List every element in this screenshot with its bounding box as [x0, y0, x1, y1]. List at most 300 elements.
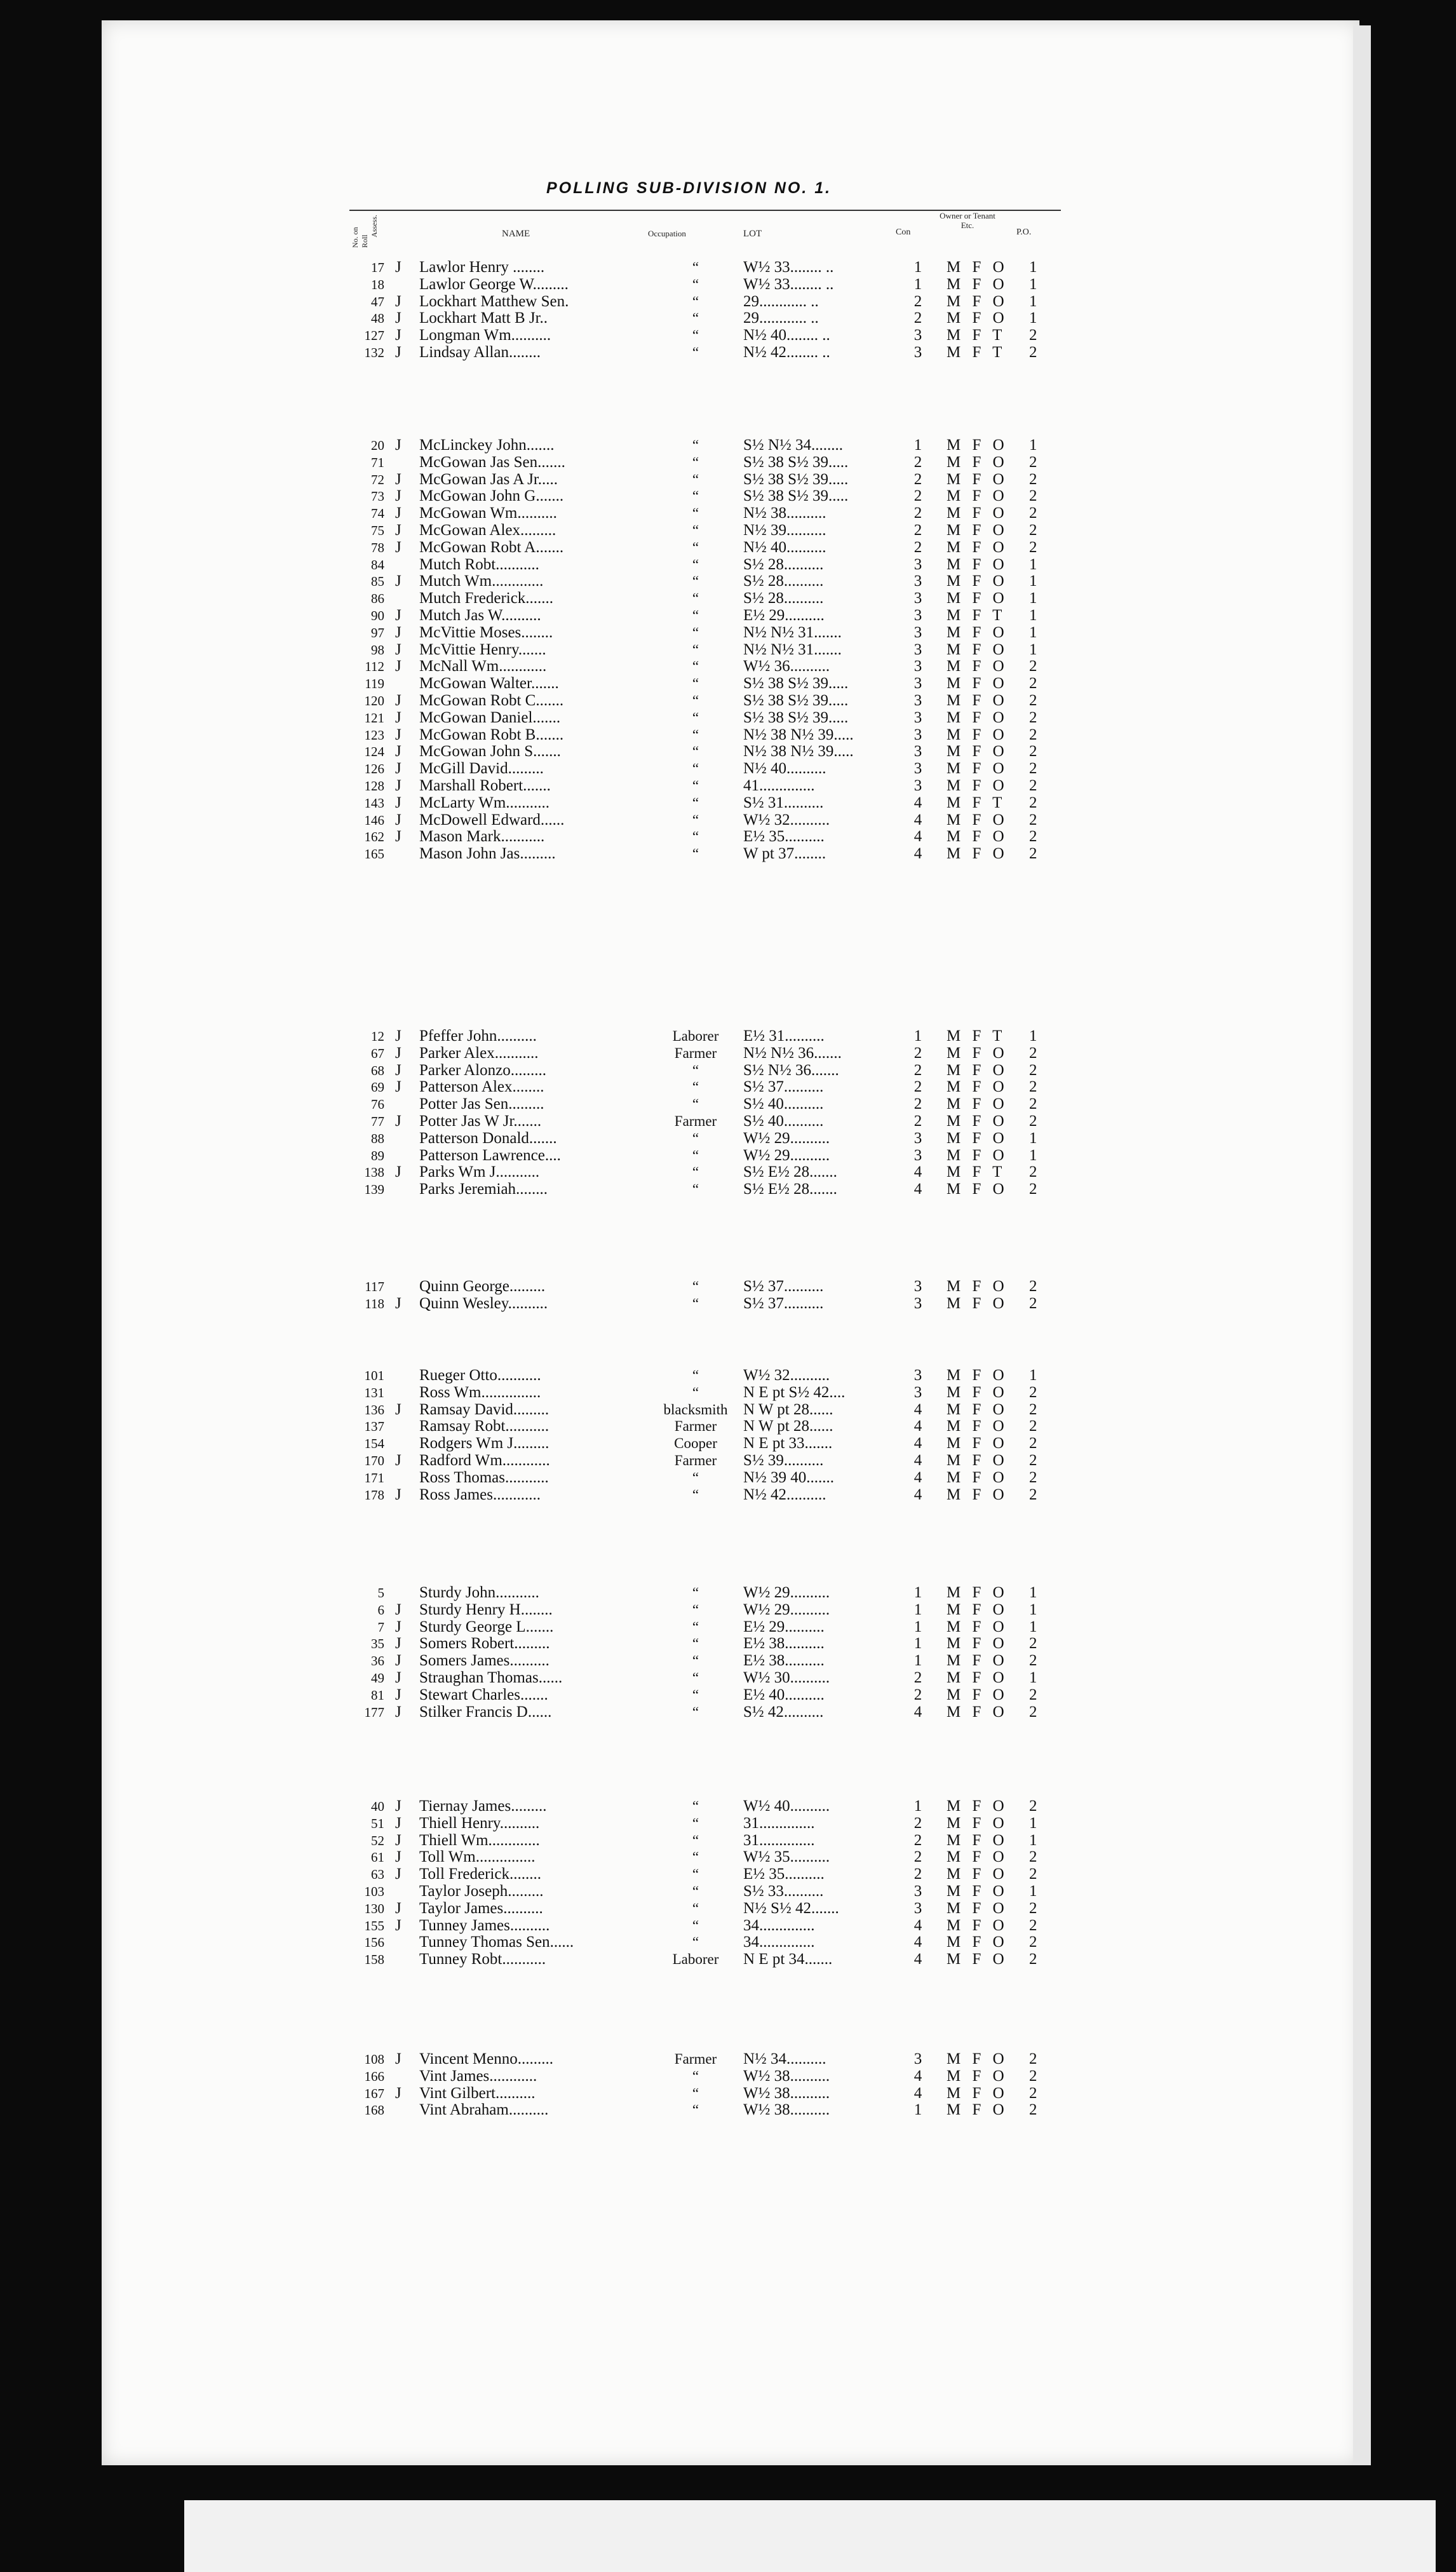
table-row	[349, 1866, 1112, 1883]
occupation: “	[692, 1832, 699, 1848]
owner-tenant: M F O	[947, 828, 1008, 846]
concession: 4	[913, 1181, 922, 1198]
mark: J	[395, 1027, 401, 1045]
occupation: “	[692, 2085, 699, 2101]
voter-name: Marshall Robert.......	[419, 777, 551, 794]
voter-name: Vint James............	[419, 2067, 537, 2085]
roll-number: 121	[364, 710, 384, 726]
table-row	[349, 1798, 1112, 1815]
occupation: “	[692, 1469, 699, 1486]
concession: 3	[913, 1383, 922, 1401]
lot: S½ 38 S½ 39.....	[743, 692, 849, 709]
voter-name: Parker Alex...........	[419, 1044, 539, 1062]
table-row	[349, 1164, 1112, 1181]
concession: 3	[913, 708, 922, 726]
post-office: 1	[1029, 1814, 1037, 1832]
concession: 3	[913, 2050, 922, 2068]
roll-number: 127	[364, 328, 384, 344]
owner-tenant: M F O	[947, 1418, 1008, 1435]
table-row	[349, 1951, 1112, 1968]
voter-name: Vint Gilbert..........	[419, 2084, 536, 2102]
table-row	[349, 1435, 1112, 1452]
roll-number: 12	[371, 1029, 384, 1044]
voter-name: Lawlor Henry ........	[419, 259, 545, 276]
post-office: 2	[1029, 1468, 1037, 1486]
voter-name: McGowan John G.......	[419, 487, 564, 505]
voter-name: Lindsay Allan........	[419, 344, 541, 361]
owner-tenant: M F O	[947, 2084, 1008, 2102]
owner-tenant: M F O	[947, 1584, 1008, 1601]
voter-name: McGowan Jas Sen.......	[419, 453, 565, 471]
concession: 3	[913, 1129, 922, 1147]
roll-number: 136	[364, 1402, 384, 1418]
lot: N E pt S½ 42....	[743, 1383, 846, 1401]
occupation: “	[692, 488, 699, 504]
mark: J	[395, 1163, 401, 1181]
post-office: 2	[1029, 1383, 1037, 1401]
voter-name: Mutch Frederick.......	[419, 590, 554, 607]
occupation: Cooper	[674, 1435, 717, 1452]
roll-number: 98	[371, 642, 384, 658]
owner-tenant: M F O	[947, 1113, 1008, 1130]
occupation: “	[692, 693, 699, 708]
mark: J	[395, 1652, 401, 1670]
roll-number: 170	[364, 1453, 384, 1468]
table-row	[349, 1418, 1112, 1435]
mark: J	[395, 259, 401, 276]
owner-tenant: M F O	[947, 487, 1008, 505]
lot: W½ 32..........	[743, 1367, 830, 1384]
concession: 4	[913, 1418, 922, 1435]
mark: J	[395, 538, 401, 556]
roll-number: 132	[364, 345, 384, 360]
roll-number: 89	[371, 1147, 384, 1163]
owner-tenant: M F O	[947, 1814, 1008, 1832]
post-office: 2	[1029, 1916, 1037, 1934]
post-office: 2	[1029, 777, 1037, 794]
post-office: 2	[1029, 1933, 1037, 1951]
post-office: 1	[1029, 309, 1037, 327]
occupation: “	[692, 293, 699, 309]
owner-tenant: M F T	[947, 607, 1006, 624]
owner-tenant: M F O	[947, 1703, 1008, 1721]
post-office: 1	[1029, 1129, 1037, 1147]
table-row	[349, 1934, 1112, 1951]
mark: J	[395, 1400, 401, 1418]
concession: 1	[913, 1584, 922, 1601]
roll-number: 6	[377, 1602, 384, 1618]
lot: N W pt 28......	[743, 1418, 833, 1435]
voter-name: Taylor Joseph.........	[419, 1883, 544, 1900]
mark: J	[395, 1618, 401, 1635]
table-row	[349, 327, 1112, 344]
post-office: 2	[1029, 845, 1037, 863]
roll-number: 155	[364, 1918, 384, 1933]
post-office: 1	[1029, 259, 1037, 276]
owner-tenant: M F O	[947, 1383, 1008, 1401]
occupation: “	[692, 709, 699, 726]
lot: W½ 38..........	[743, 2084, 830, 2102]
post-office: 2	[1029, 538, 1037, 556]
lot: E½ 40..........	[743, 1686, 825, 1703]
table-row	[349, 259, 1112, 276]
post-office: 1	[1029, 607, 1037, 624]
lot: W½ 29..........	[743, 1146, 830, 1164]
post-office: 1	[1029, 1883, 1037, 1900]
voter-name: Vint Abraham..........	[419, 2101, 549, 2119]
voter-name: Ross James............	[419, 1486, 541, 1503]
roll-number: 88	[371, 1130, 384, 1146]
owner-tenant: M F O	[947, 453, 1008, 471]
owner-tenant: M F O	[947, 1951, 1008, 1968]
owner-tenant: M F O	[947, 2101, 1008, 2119]
lot: S½ 37..........	[743, 1294, 824, 1312]
mark: J	[395, 777, 401, 794]
table-row	[349, 557, 1112, 573]
owner-tenant: M F O	[947, 538, 1008, 556]
table-row	[349, 573, 1112, 590]
owner-tenant: M F O	[947, 1486, 1008, 1503]
voter-name: McVittie Moses........	[419, 623, 553, 641]
table-row	[349, 2102, 1112, 2118]
occupation: “	[692, 505, 699, 522]
roll-number: 81	[371, 1687, 384, 1703]
concession: 3	[913, 623, 922, 641]
occupation: “	[692, 1367, 699, 1383]
voter-name: Mutch Wm.............	[419, 572, 544, 590]
post-office: 2	[1029, 1278, 1037, 1295]
lot: S½ 37..........	[743, 1278, 824, 1295]
roll-number: 126	[364, 761, 384, 777]
occupation: “	[692, 1883, 699, 1899]
occupation: Farmer	[674, 1418, 717, 1435]
occupation: “	[692, 778, 699, 794]
mark: J	[395, 1814, 401, 1832]
concession: 4	[913, 1400, 922, 1418]
voter-name: Somers James..........	[419, 1652, 549, 1670]
post-office: 2	[1029, 1703, 1037, 1721]
owner-tenant: M F O	[947, 692, 1008, 709]
post-office: 2	[1029, 760, 1037, 778]
mark: J	[395, 470, 401, 488]
owner-tenant: M F T	[947, 1163, 1006, 1181]
table-row	[349, 642, 1112, 658]
owner-tenant: M F O	[947, 777, 1008, 794]
table-row	[349, 1130, 1112, 1147]
roll-number: 73	[371, 489, 384, 504]
mark: J	[395, 487, 401, 505]
concession: 2	[913, 1669, 922, 1686]
lot: S½ N½ 36.......	[743, 1061, 839, 1079]
post-office: 2	[1029, 675, 1037, 693]
owner-tenant: M F O	[947, 1095, 1008, 1113]
table-row	[349, 743, 1112, 760]
occupation: “	[692, 1618, 699, 1635]
concession: 3	[913, 1146, 922, 1164]
lot: E½ 31..........	[743, 1027, 825, 1045]
table-row	[349, 625, 1112, 641]
owner-tenant: M F O	[947, 1635, 1008, 1653]
concession: 4	[913, 2084, 922, 2102]
roll-number: 7	[377, 1619, 384, 1635]
concession: 2	[913, 1865, 922, 1883]
lot: W½ 38..........	[743, 2067, 830, 2085]
lot: W½ 29..........	[743, 1584, 830, 1601]
post-office: 1	[1029, 292, 1037, 310]
voter-name: Thiell Wm.............	[419, 1831, 540, 1849]
lot: W½ 29..........	[743, 1601, 830, 1618]
owner-tenant: M F O	[947, 2067, 1008, 2085]
roll-number: 69	[371, 1080, 384, 1095]
roll-number: 84	[371, 557, 384, 572]
lot: S½ 40..........	[743, 1095, 824, 1113]
post-office: 2	[1029, 453, 1037, 471]
concession: 2	[913, 1044, 922, 1062]
voter-name: Stilker Francis D......	[419, 1703, 552, 1721]
lot: 31..............	[743, 1814, 815, 1832]
post-office: 2	[1029, 1078, 1037, 1096]
concession: 3	[913, 555, 922, 573]
occupation: “	[692, 761, 699, 777]
table-row	[349, 1096, 1112, 1113]
occupation: “	[692, 1079, 699, 1095]
concession: 4	[913, 845, 922, 863]
post-office: 2	[1029, 2067, 1037, 2085]
concession: 1	[913, 437, 922, 454]
lot: E½ 35..........	[743, 828, 825, 846]
post-office: 2	[1029, 1686, 1037, 1703]
post-office: 2	[1029, 1435, 1037, 1452]
post-office: 1	[1029, 437, 1037, 454]
mark: J	[395, 344, 401, 361]
voter-name: McNall Wm............	[419, 658, 547, 675]
voter-name: Sturdy Henry H........	[419, 1601, 553, 1618]
table-row	[349, 1384, 1112, 1401]
mark: J	[395, 811, 401, 829]
mark: J	[395, 292, 401, 310]
owner-tenant: M F O	[947, 1618, 1008, 1635]
table-row	[349, 1602, 1112, 1618]
header-owner-tenant: Owner or Tenant Etc.	[940, 211, 995, 230]
voter-name: Vincent Menno.........	[419, 2050, 553, 2068]
concession: 3	[913, 692, 922, 709]
concession: 4	[913, 1486, 922, 1503]
lot: N½ N½ 36.......	[743, 1044, 842, 1062]
voter-name: Ross Wm...............	[419, 1383, 541, 1401]
concession: 3	[913, 1367, 922, 1384]
table-row	[349, 505, 1112, 522]
occupation: “	[692, 310, 699, 327]
post-office: 2	[1029, 1181, 1037, 1198]
table-row	[349, 1670, 1112, 1686]
header-con: Con	[896, 227, 911, 237]
concession: 3	[913, 590, 922, 607]
roll-number: 47	[371, 294, 384, 309]
concession: 1	[913, 2101, 922, 2119]
post-office: 1	[1029, 1027, 1037, 1045]
roll-number: 123	[364, 727, 384, 743]
owner-tenant: M F O	[947, 1865, 1008, 1883]
mark: J	[395, 828, 401, 846]
mark: J	[395, 1703, 401, 1721]
table-row	[349, 1062, 1112, 1079]
voter-name: McGowan Alex.........	[419, 522, 556, 539]
table-row	[349, 276, 1112, 293]
lot: E½ 29..........	[743, 1618, 825, 1635]
roll-number: 18	[371, 276, 384, 292]
voter-name: Tunney Robt...........	[419, 1951, 546, 1968]
lot: S½ 28..........	[743, 572, 824, 590]
roll-number: 156	[364, 1935, 384, 1951]
occupation: “	[692, 1147, 699, 1163]
post-office: 2	[1029, 726, 1037, 743]
lot: N½ 40..........	[743, 538, 826, 556]
owner-tenant: M F O	[947, 726, 1008, 743]
voter-name: Mutch Jas W..........	[419, 607, 541, 624]
roll-number: 168	[364, 2102, 384, 2118]
header-mark: Assess.	[370, 215, 379, 238]
occupation: “	[692, 437, 699, 453]
voter-name: Ramsay David.........	[419, 1400, 549, 1418]
lot: W pt 37........	[743, 845, 826, 863]
occupation: “	[692, 846, 699, 862]
occupation: “	[692, 1181, 699, 1198]
concession: 1	[913, 259, 922, 276]
concession: 1	[913, 1635, 922, 1653]
post-office: 2	[1029, 2084, 1037, 2102]
occupation: “	[692, 607, 699, 623]
table-row	[349, 1147, 1112, 1164]
mark: J	[395, 692, 401, 709]
voter-name: Tunney Thomas Sen......	[419, 1933, 574, 1951]
roll-number: 68	[371, 1062, 384, 1078]
voter-name: Parker Alonzo.........	[419, 1061, 546, 1079]
concession: 3	[913, 327, 922, 344]
table-row	[349, 710, 1112, 726]
occupation: “	[692, 1798, 699, 1814]
post-office: 1	[1029, 623, 1037, 641]
occupation: “	[692, 590, 699, 607]
voter-name: Toll Wm...............	[419, 1848, 536, 1866]
post-office: 2	[1029, 1951, 1037, 1968]
occupation: “	[692, 1866, 699, 1883]
owner-tenant: M F O	[947, 1181, 1008, 1198]
roll-number: 103	[364, 1884, 384, 1899]
lot: N½ 42..........	[743, 1486, 826, 1503]
owner-tenant: M F O	[947, 743, 1008, 761]
roll-number: 36	[371, 1653, 384, 1669]
occupation: “	[692, 1686, 699, 1703]
roll-number: 108	[364, 2052, 384, 2067]
concession: 4	[913, 1435, 922, 1452]
post-office: 2	[1029, 522, 1037, 539]
voter-name: Patterson Alex........	[419, 1078, 544, 1096]
voter-name: Mason Mark...........	[419, 828, 545, 846]
post-office: 2	[1029, 1400, 1037, 1418]
concession: 2	[913, 504, 922, 522]
voter-name: Tunney James..........	[419, 1916, 550, 1934]
lot: N½ 40..........	[743, 760, 826, 778]
concession: 2	[913, 538, 922, 556]
table-row	[349, 1900, 1112, 1917]
table-row	[349, 1367, 1112, 1384]
roll-number: 101	[364, 1368, 384, 1383]
lot: 29............ ..	[743, 292, 819, 310]
lot: S½ 38 S½ 39.....	[743, 708, 849, 726]
voter-name: McGowan Daniel.......	[419, 708, 561, 726]
occupation: “	[692, 1703, 699, 1720]
concession: 1	[913, 1027, 922, 1045]
mark: J	[395, 794, 401, 811]
table-row	[349, 1487, 1112, 1503]
post-office: 2	[1029, 811, 1037, 829]
table-row	[349, 1402, 1112, 1418]
post-office: 2	[1029, 1163, 1037, 1181]
post-office: 2	[1029, 1865, 1037, 1883]
occupation: “	[692, 1849, 699, 1865]
concession: 2	[913, 1095, 922, 1113]
post-office: 1	[1029, 590, 1037, 607]
table-row	[349, 658, 1112, 675]
table-row	[349, 1918, 1112, 1934]
roll-number: 85	[371, 574, 384, 590]
voter-name: McGowan Jas A Jr.....	[419, 470, 558, 488]
post-office: 2	[1029, 327, 1037, 344]
occupation: Farmer	[674, 1113, 717, 1129]
concession: 1	[913, 275, 922, 293]
owner-tenant: M F O	[947, 1452, 1008, 1469]
post-office: 1	[1029, 1367, 1037, 1384]
post-office: 1	[1029, 1584, 1037, 1601]
occupation: Laborer	[672, 1028, 719, 1044]
header-name: NAME	[502, 229, 530, 239]
voter-name: McGowan Robt A.......	[419, 538, 564, 556]
lot: W½ 36..........	[743, 658, 830, 675]
lot: 34..............	[743, 1933, 815, 1951]
table-row	[349, 1815, 1112, 1832]
post-office: 2	[1029, 1418, 1037, 1435]
roll-number: 177	[364, 1704, 384, 1720]
voter-name: Rodgers Wm J.........	[419, 1435, 549, 1452]
occupation: “	[692, 1917, 699, 1933]
occupation: “	[692, 344, 699, 360]
post-office: 1	[1029, 572, 1037, 590]
roll-number: 61	[371, 1850, 384, 1865]
post-office: 2	[1029, 2101, 1037, 2119]
occupation: “	[692, 276, 699, 292]
roll-number: 162	[364, 829, 384, 845]
owner-tenant: M F O	[947, 555, 1008, 573]
post-office: 1	[1029, 555, 1037, 573]
table-row	[349, 812, 1112, 829]
lot: N½ N½ 31.......	[743, 640, 842, 658]
table-row	[349, 310, 1112, 327]
lot: S½ E½ 28.......	[743, 1163, 837, 1181]
voter-name: Patterson Donald.......	[419, 1129, 557, 1147]
concession: 4	[913, 1703, 922, 1721]
concession: 4	[913, 794, 922, 811]
mark: J	[395, 1899, 401, 1917]
lot: S½ 39..........	[743, 1452, 824, 1469]
roll-number: 74	[371, 506, 384, 522]
lot: S½ 31..........	[743, 794, 824, 811]
lot: S½ 28..........	[743, 555, 824, 573]
voter-name: Taylor James..........	[419, 1899, 543, 1917]
owner-tenant: M F O	[947, 1601, 1008, 1618]
table-row	[349, 1883, 1112, 1900]
concession: 3	[913, 1899, 922, 1917]
table-row	[349, 1849, 1112, 1865]
